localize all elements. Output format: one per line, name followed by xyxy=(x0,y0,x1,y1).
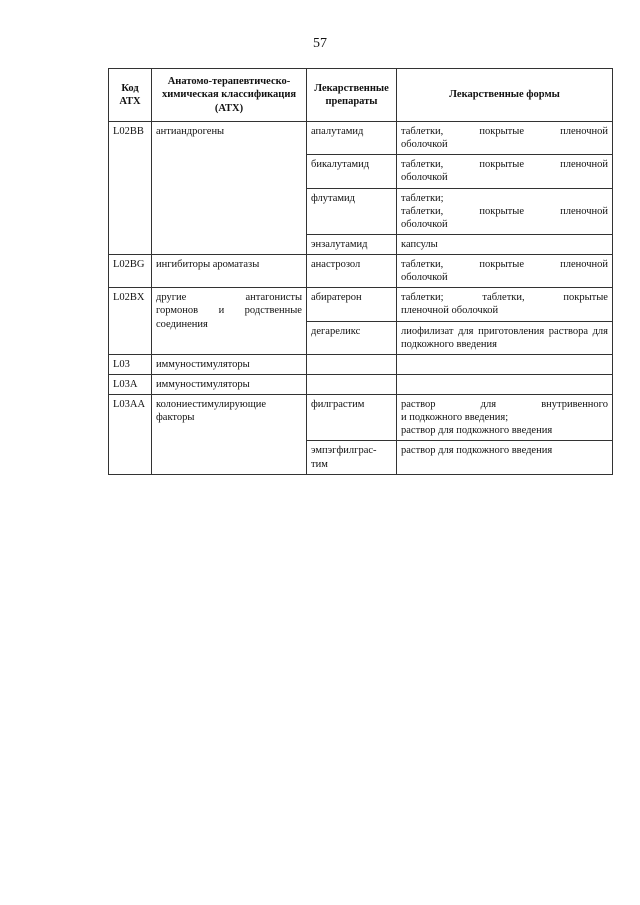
form-cell: таблетки, покрытые пленочной оболочкой xyxy=(397,122,613,155)
form-cell: раствор для подкожного введения xyxy=(397,441,613,474)
classification-cell: иммуностимуляторы xyxy=(152,354,307,374)
table-row xyxy=(109,288,613,321)
drug-cell: апалутамид xyxy=(307,122,397,155)
table-header-row xyxy=(109,69,613,122)
drug-cell: эмпэгфилграс-тим xyxy=(307,441,397,474)
form-cell: капсулы xyxy=(397,234,613,254)
code-cell: L02BG xyxy=(109,255,152,288)
code-cell: L03A xyxy=(109,374,152,394)
table-row xyxy=(109,374,613,394)
header-classification: Анатомо-терапевтическо-химическая классификация (АТХ) xyxy=(152,69,307,122)
page-number: 57 xyxy=(313,36,327,51)
table-row xyxy=(109,122,613,155)
drug-cell: энзалутамид xyxy=(307,234,397,254)
table-row xyxy=(109,354,613,374)
drug-cell: филграстим xyxy=(307,395,397,441)
classification-cell: другие антагонисты гормонов и родственные соединения xyxy=(152,288,307,355)
form-cell: раствор для внутривенного и подкожного введения; раствор для подкожного введения xyxy=(397,395,613,441)
drug-cell: бикалутамид xyxy=(307,155,397,188)
drug-cell xyxy=(307,354,397,374)
form-cell: лиофилизат для приготовления раствора для подкожного введения xyxy=(397,321,613,354)
form-cell: таблетки; таблетки, покрытые пленочной оболочкой xyxy=(397,188,613,234)
drug-cell: флутамид xyxy=(307,188,397,234)
code-cell: L02BX xyxy=(109,288,152,355)
classification-cell: ингибиторы ароматазы xyxy=(152,255,307,288)
header-forms: Лекарственные формы xyxy=(397,69,613,122)
form-cell xyxy=(397,374,613,394)
header-code: Код АТХ xyxy=(109,69,152,122)
table-row xyxy=(109,395,613,441)
atx-table xyxy=(108,68,613,475)
classification-cell: иммуностимуляторы xyxy=(152,374,307,394)
drug-cell: дегареликс xyxy=(307,321,397,354)
code-cell: L02BB xyxy=(109,122,152,255)
classification-cell: антиандрогены xyxy=(152,122,307,255)
header-drugs: Лекарственные препараты xyxy=(307,69,397,122)
form-cell xyxy=(397,354,613,374)
drug-cell: анастрозол xyxy=(307,255,397,288)
drug-cell: абиратерон xyxy=(307,288,397,321)
table-row xyxy=(109,255,613,288)
form-cell: таблетки, покрытые пленочной оболочкой xyxy=(397,155,613,188)
code-cell: L03 xyxy=(109,354,152,374)
form-cell: таблетки, покрытые пленочной оболочкой xyxy=(397,255,613,288)
drug-cell xyxy=(307,374,397,394)
classification-cell: колониестимулирующие факторы xyxy=(152,395,307,475)
code-cell: L03AA xyxy=(109,395,152,475)
form-cell: таблетки; таблетки, покрытые пленочной оболочкой xyxy=(397,288,613,321)
